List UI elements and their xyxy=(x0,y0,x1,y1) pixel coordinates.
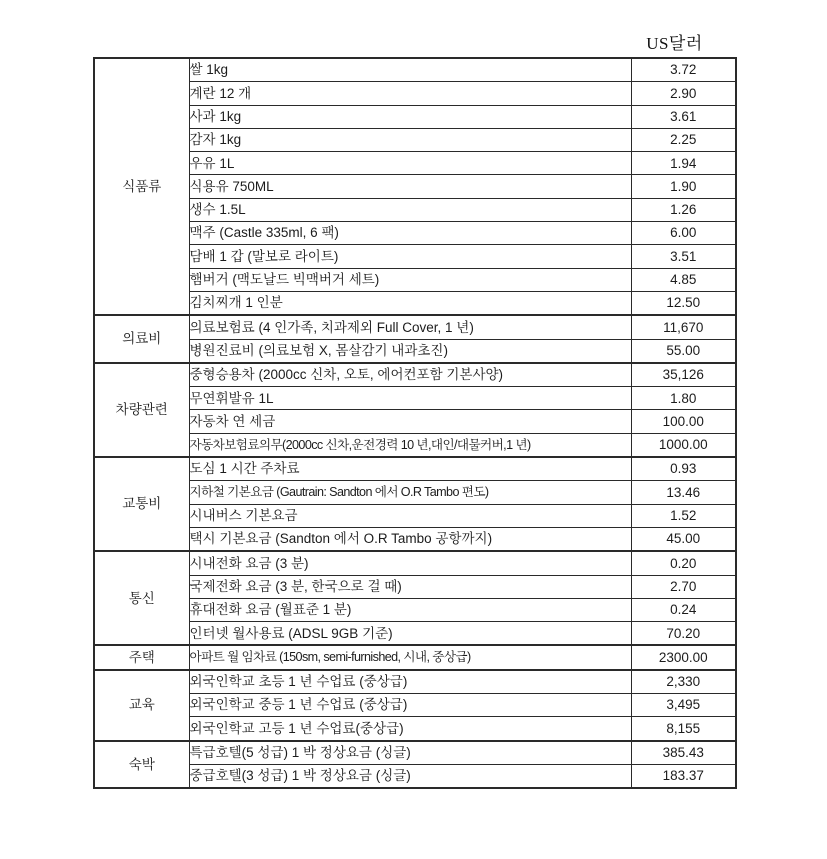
value-cell: 1.90 xyxy=(631,175,736,198)
table-row xyxy=(94,339,736,363)
table-row xyxy=(94,717,736,741)
category-cell: 식품류 xyxy=(94,58,189,315)
item-cell: 택시 기본요금 (Sandton 에서 O.R Tambo 공항까지) xyxy=(189,527,631,551)
value-cell: 3.61 xyxy=(631,105,736,128)
table-row xyxy=(94,363,736,387)
table-row xyxy=(94,741,736,765)
item-cell: 외국인학교 초등 1 년 수업료 (중상급) xyxy=(189,670,631,694)
item-cell: 식용유 750ML xyxy=(189,175,631,198)
category-cell: 주택 xyxy=(94,645,189,669)
value-cell: 2.90 xyxy=(631,82,736,105)
item-cell: 자동차보험료의무(2000cc 신차,운전경력 10 년,대인/대물커버,1 년) xyxy=(189,433,631,457)
value-cell: 2.25 xyxy=(631,128,736,151)
table-row xyxy=(94,527,736,551)
value-cell: 1000.00 xyxy=(631,433,736,457)
table-row xyxy=(94,670,736,694)
item-cell: 국제전화 요금 (3 분, 한국으로 걸 때) xyxy=(189,575,631,598)
category-cell: 통신 xyxy=(94,551,189,645)
item-cell: 도심 1 시간 주차료 xyxy=(189,457,631,481)
table-row xyxy=(94,433,736,457)
value-cell: 0.24 xyxy=(631,598,736,621)
value-cell: 385.43 xyxy=(631,741,736,765)
category-cell: 숙박 xyxy=(94,741,189,789)
item-cell: 무연휘발유 1L xyxy=(189,387,631,410)
item-cell: 담배 1 갑 (말보로 라이트) xyxy=(189,245,631,268)
item-cell: 병원진료비 (의료보험 X, 몸살감기 내과초진) xyxy=(189,339,631,363)
item-cell: 감자 1kg xyxy=(189,128,631,151)
table-row xyxy=(94,481,736,504)
category-cell: 차량관련 xyxy=(94,363,189,457)
item-cell: 특급호텔(5 성급) 1 박 정상요금 (싱글) xyxy=(189,741,631,765)
value-cell: 100.00 xyxy=(631,410,736,433)
table-row xyxy=(94,410,736,433)
value-cell: 35,126 xyxy=(631,363,736,387)
value-cell: 3.72 xyxy=(631,58,736,82)
table-row xyxy=(94,575,736,598)
table-row xyxy=(94,245,736,268)
item-cell: 자동차 연 세금 xyxy=(189,410,631,433)
table-row xyxy=(94,457,736,481)
item-cell: 시내전화 요금 (3 분) xyxy=(189,551,631,575)
table-row xyxy=(94,291,736,315)
category-cell: 교육 xyxy=(94,670,189,741)
value-cell: 45.00 xyxy=(631,527,736,551)
item-cell: 지하철 기본요금 (Gautrain: Sandton 에서 O.R Tambo 편도) xyxy=(189,481,631,504)
value-cell: 11,670 xyxy=(631,315,736,339)
category-cell: 의료비 xyxy=(94,315,189,363)
item-cell: 쌀 1kg xyxy=(189,58,631,82)
table-row xyxy=(94,128,736,151)
item-cell: 중형승용차 (2000cc 신차, 오토, 에어컨포함 기본사양) xyxy=(189,363,631,387)
table-row xyxy=(94,222,736,245)
value-cell: 13.46 xyxy=(631,481,736,504)
item-cell: 우유 1L xyxy=(189,152,631,175)
value-cell: 4.85 xyxy=(631,268,736,291)
value-cell: 183.37 xyxy=(631,764,736,788)
table-row xyxy=(94,198,736,221)
table-row xyxy=(94,598,736,621)
value-cell: 12.50 xyxy=(631,291,736,315)
table-row xyxy=(94,694,736,717)
table-row xyxy=(94,551,736,575)
table-row xyxy=(94,58,736,82)
item-cell: 김치찌개 1 인분 xyxy=(189,291,631,315)
item-cell: 아파트 월 임차료 (150sm, semi-furnished, 시내, 중상급) xyxy=(189,645,631,669)
table-row xyxy=(94,175,736,198)
item-cell: 외국인학교 중등 1 년 수업료 (중상급) xyxy=(189,694,631,717)
item-cell: 중급호텔(3 성급) 1 박 정상요금 (싱글) xyxy=(189,764,631,788)
table-row xyxy=(94,764,736,788)
table-row xyxy=(94,622,736,646)
value-cell: 2,330 xyxy=(631,670,736,694)
item-cell: 맥주 (Castle 335ml, 6 팩) xyxy=(189,222,631,245)
value-cell: 70.20 xyxy=(631,622,736,646)
table-row xyxy=(94,82,736,105)
value-cell: 0.93 xyxy=(631,457,736,481)
item-cell: 생수 1.5L xyxy=(189,198,631,221)
table-row xyxy=(94,315,736,339)
table-row xyxy=(94,152,736,175)
item-cell: 외국인학교 고등 1 년 수업료(중상급) xyxy=(189,717,631,741)
value-cell: 1.94 xyxy=(631,152,736,175)
value-cell: 8,155 xyxy=(631,717,736,741)
table-row xyxy=(94,504,736,527)
currency-column-header: US달러 xyxy=(646,34,703,53)
value-cell: 3,495 xyxy=(631,694,736,717)
table-row xyxy=(94,645,736,669)
table-row xyxy=(94,387,736,410)
item-cell: 의료보험료 (4 인가족, 치과제외 Full Cover, 1 년) xyxy=(189,315,631,339)
table-row xyxy=(94,268,736,291)
value-cell: 6.00 xyxy=(631,222,736,245)
value-cell: 2.70 xyxy=(631,575,736,598)
value-cell: 1.52 xyxy=(631,504,736,527)
item-cell: 인터넷 월사용료 (ADSL 9GB 기준) xyxy=(189,622,631,646)
price-table xyxy=(93,57,737,789)
item-cell: 햄버거 (맥도날드 빅맥버거 세트) xyxy=(189,268,631,291)
value-cell: 55.00 xyxy=(631,339,736,363)
value-cell: 1.26 xyxy=(631,198,736,221)
item-cell: 계란 12 개 xyxy=(189,82,631,105)
value-cell: 3.51 xyxy=(631,245,736,268)
value-cell: 2300.00 xyxy=(631,645,736,669)
item-cell: 시내버스 기본요금 xyxy=(189,504,631,527)
value-cell: 1.80 xyxy=(631,387,736,410)
category-cell: 교통비 xyxy=(94,457,189,551)
item-cell: 사과 1kg xyxy=(189,105,631,128)
table-row xyxy=(94,105,736,128)
item-cell: 휴대전화 요금 (월표준 1 분) xyxy=(189,598,631,621)
value-cell: 0.20 xyxy=(631,551,736,575)
